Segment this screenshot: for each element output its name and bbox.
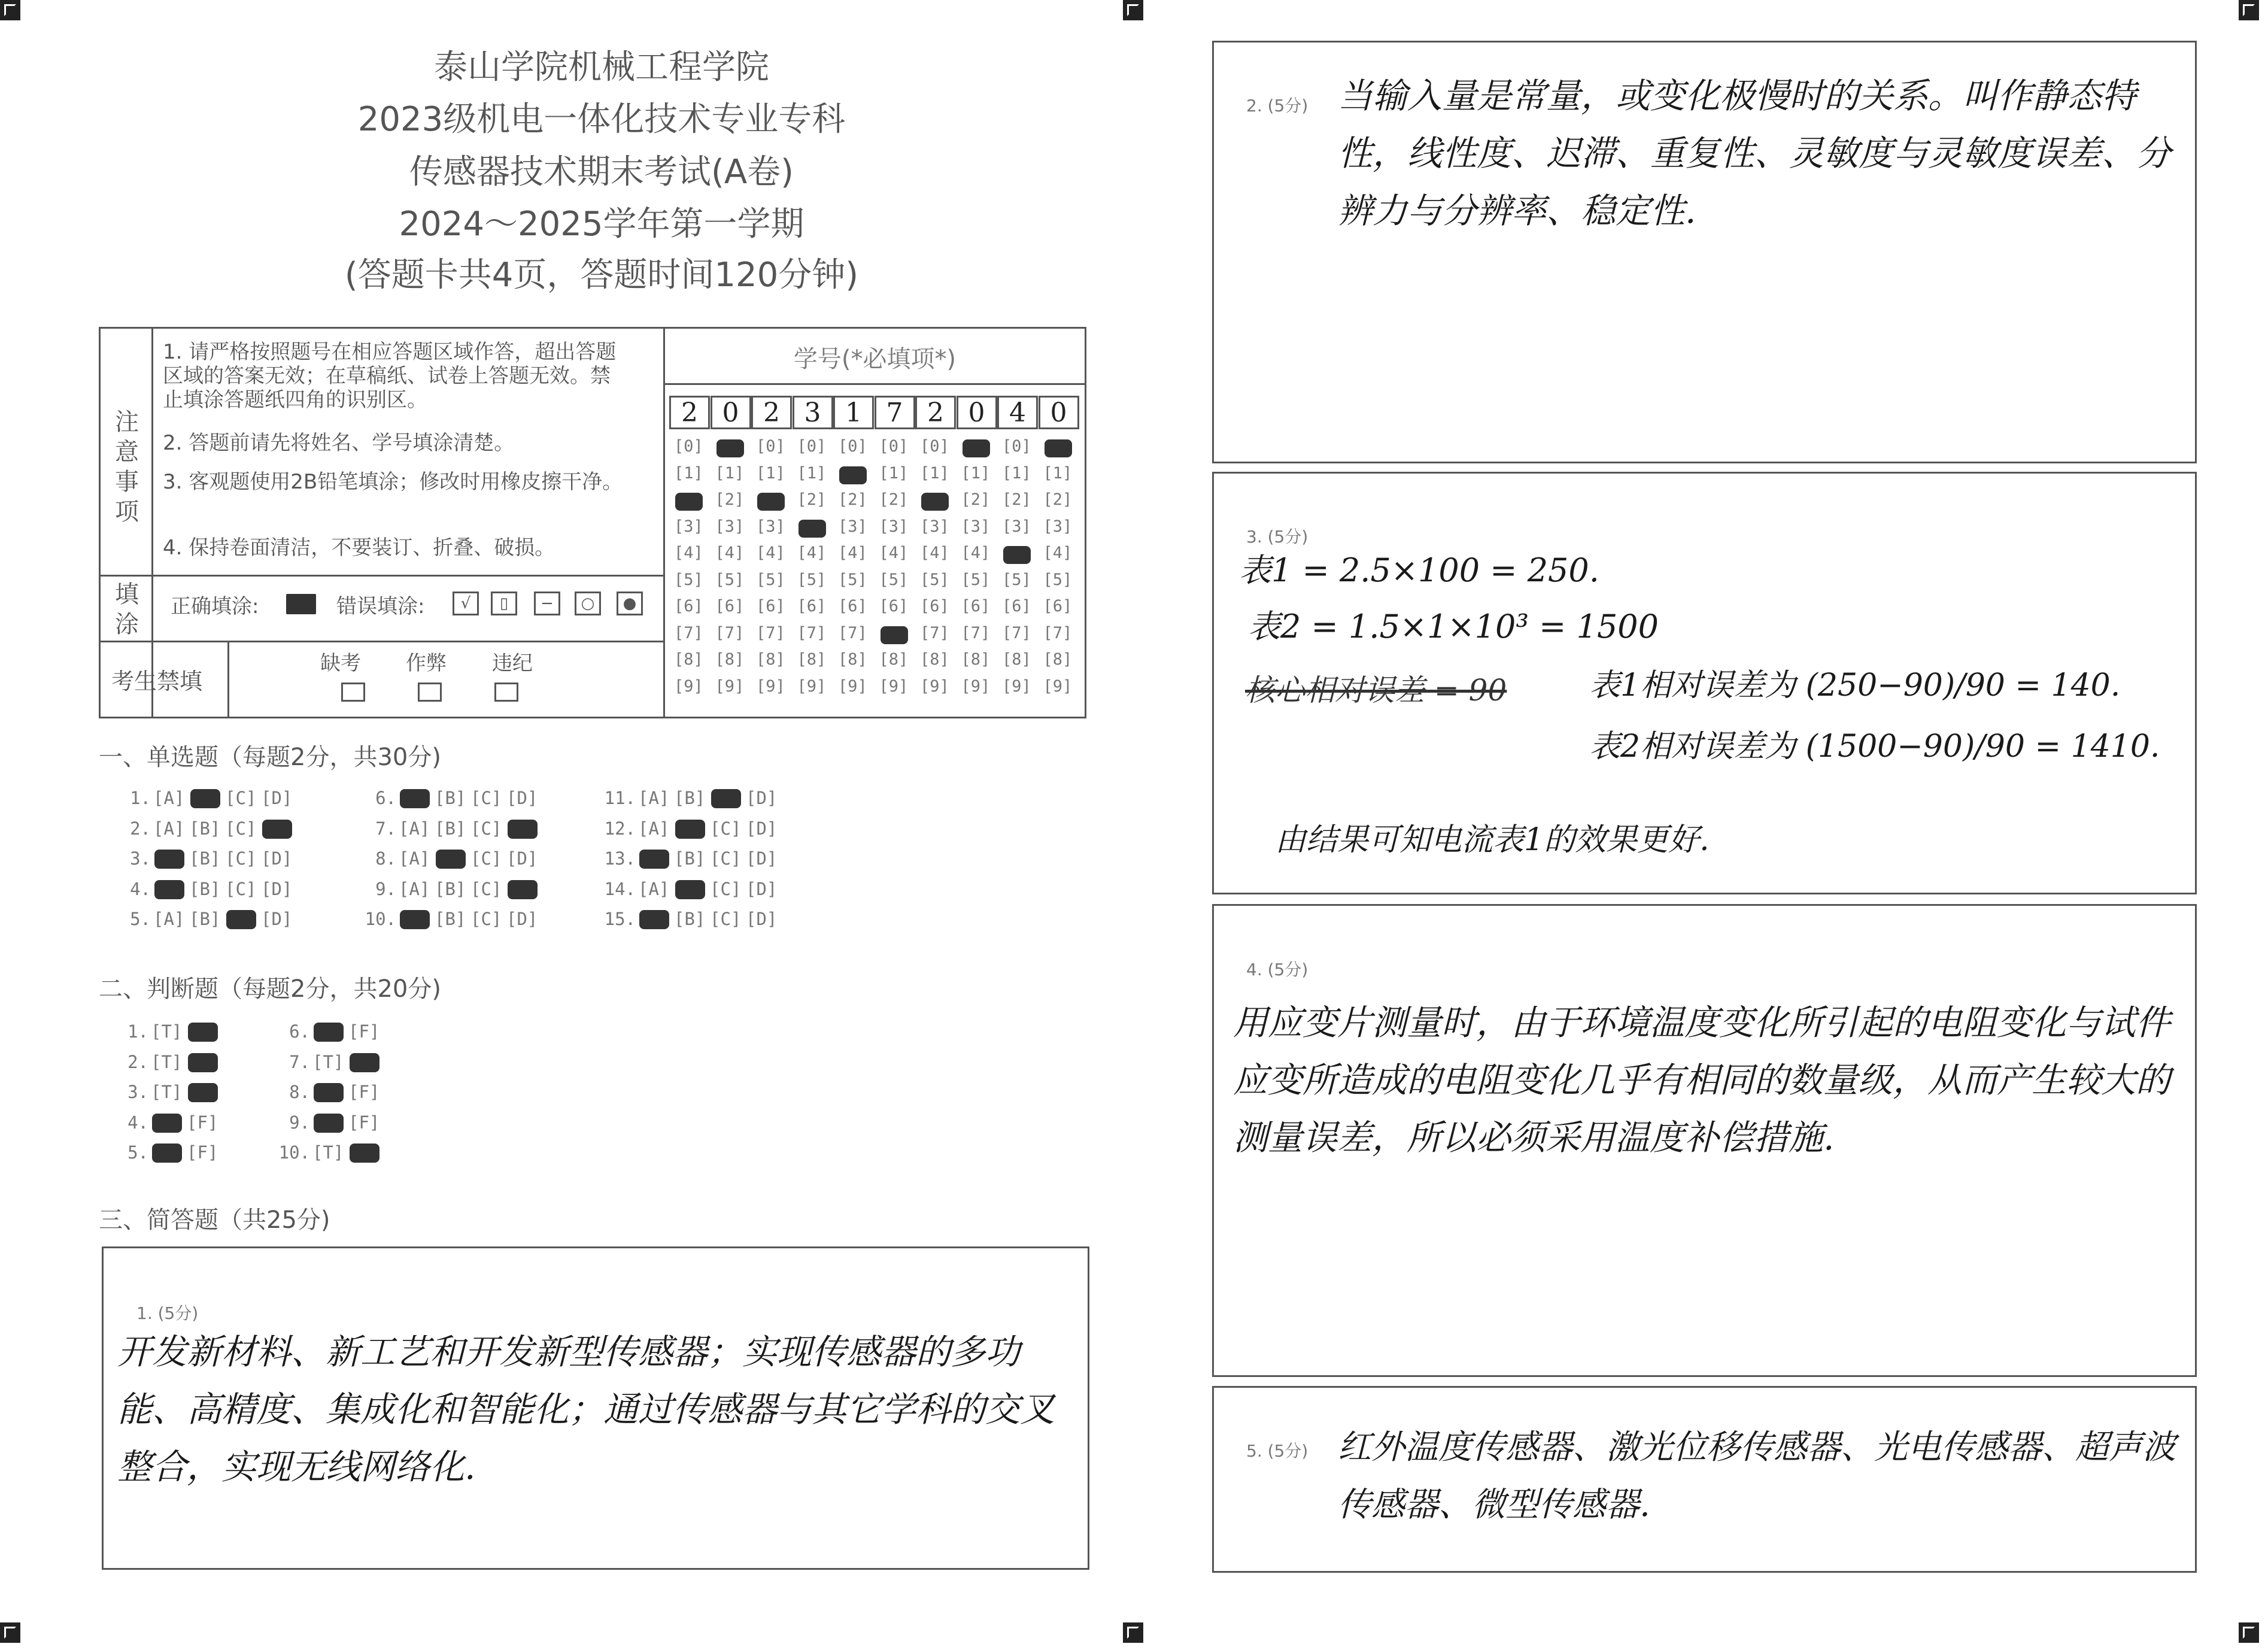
question-number: 3. [130, 848, 151, 869]
student-id-bubble[interactable]: [7] [920, 623, 949, 642]
student-id-bubble[interactable]: [2] [961, 490, 991, 509]
tf-bubble-filled[interactable] [152, 1114, 182, 1133]
student-id-bubble[interactable]: [2] [797, 490, 827, 509]
notice-item-3: 3. 客观题使用2B铅笔填涂；修改时用橡皮擦干净。 [163, 470, 623, 494]
student-id-bubble[interactable]: [3] [715, 517, 745, 536]
student-id-label: 学号(*必填项*) [793, 345, 957, 373]
answer-3-label: 3. (5分) [1246, 527, 1308, 547]
student-id-bubble[interactable]: [9] [1002, 677, 1031, 696]
tf-bubble-filled[interactable] [188, 1023, 218, 1042]
student-id-bubble[interactable]: [5] [756, 570, 785, 589]
student-id-digit-cell[interactable]: 0 [711, 396, 751, 429]
question-number: 3. [127, 1082, 148, 1102]
student-id-bubble[interactable]: [6] [756, 597, 785, 615]
choice-bubble[interactable]: [C] [225, 788, 257, 808]
wrong-fill-circle: ○ [575, 592, 601, 615]
absent-checkbox[interactable] [341, 683, 365, 702]
student-id-digit-cell[interactable]: 0 [1039, 396, 1079, 429]
choice-bubble[interactable]: [C] [470, 788, 502, 808]
choice-bubble[interactable]: [B] [435, 878, 466, 899]
student-id-bubble[interactable]: [5] [838, 570, 867, 589]
student-id-bubble[interactable]: [9] [1043, 677, 1073, 696]
question-number: 10. [278, 1142, 310, 1163]
tf-bubble[interactable]: [T] [151, 1021, 183, 1042]
wrong-fill-label: 错误填涂: [336, 595, 425, 618]
short-answer-heading: 三、简答题（共25分) [99, 1206, 330, 1234]
answer-3-line-2: 表2 = 1.5×1×10³ = 1500 [1248, 608, 1659, 645]
student-id-bubble[interactable]: [7] [674, 623, 703, 642]
choice-bubble-filled[interactable] [675, 820, 705, 839]
violation-label: 违纪 [492, 651, 533, 675]
term-title: 2024～2025学年第一学期 [399, 205, 804, 244]
student-id-bubble[interactable]: [8] [838, 650, 867, 669]
tf-bubble[interactable]: [F] [348, 1082, 380, 1102]
choice-bubble[interactable]: [B] [674, 848, 706, 869]
student-id-bubble[interactable]: [0] [1002, 437, 1031, 456]
student-id-bubble[interactable]: [4] [797, 544, 827, 562]
tf-bubble-filled[interactable] [188, 1083, 218, 1102]
registration-mark [2239, 0, 2259, 20]
correct-fill-label: 正确填涂: [171, 595, 259, 618]
choice-bubble-filled[interactable] [711, 789, 741, 808]
cheat-label: 作弊 [406, 651, 447, 675]
student-id-bubble[interactable]: [8] [920, 650, 949, 669]
student-id-bubble-filled[interactable] [1045, 439, 1072, 457]
student-id-bubble[interactable]: [3] [674, 517, 703, 536]
choice-bubble-filled[interactable] [639, 910, 669, 929]
answer-3-strikeout: 核心相对误差 = 90 [1245, 673, 1507, 708]
student-id-bubble[interactable]: [2] [715, 490, 745, 509]
student-id-bubble[interactable]: [5] [961, 570, 991, 589]
student-id-bubble[interactable]: [9] [797, 677, 827, 696]
student-id-bubble[interactable]: [0] [756, 437, 785, 456]
absent-label: 缺考 [320, 651, 361, 675]
choice-bubble[interactable]: [D] [746, 909, 778, 929]
choice-bubble[interactable]: [C] [470, 848, 502, 869]
student-id-digit-cell[interactable]: 7 [875, 396, 915, 429]
choice-bubble[interactable]: [C] [710, 909, 742, 929]
wrong-fill-check: √ [453, 592, 479, 615]
wrong-fill-dot: ● [617, 592, 643, 615]
choice-bubble[interactable]: [D] [506, 788, 538, 808]
student-id-bubble[interactable]: [5] [674, 570, 703, 589]
student-id-bubble[interactable]: [1] [756, 463, 785, 483]
answer-3-line-1: 表1 = 2.5×100 = 250. [1239, 551, 1599, 589]
student-id-bubble[interactable]: [7] [756, 623, 785, 642]
registration-mark [2239, 1622, 2259, 1643]
question-number: 7. [375, 818, 396, 839]
tf-bubble-filled[interactable] [314, 1083, 344, 1102]
student-id-bubble[interactable]: [0] [920, 437, 949, 456]
choice-bubble-filled[interactable] [400, 910, 430, 929]
question-number: 9. [289, 1112, 310, 1133]
choice-bubble[interactable]: [B] [435, 909, 466, 929]
student-id-bubble-filled[interactable] [921, 493, 949, 511]
choice-bubble[interactable]: [A] [638, 878, 670, 899]
student-id-bubble[interactable]: [2] [1002, 490, 1031, 509]
student-id-digit-cell[interactable]: 4 [997, 396, 1038, 429]
program-title: 2023级机电一体化技术专业专科 [357, 100, 846, 139]
choice-bubble[interactable]: [B] [189, 878, 221, 899]
tf-bubble-filled[interactable] [350, 1144, 379, 1163]
tf-bubble[interactable]: [T] [151, 1082, 183, 1102]
question-number: 13. [604, 848, 636, 869]
choice-bubble-filled[interactable] [400, 789, 430, 808]
student-id-bubble[interactable]: [7] [1002, 623, 1031, 642]
notice-item-2: 2. 答题前请先将姓名、学号填涂清楚。 [163, 431, 515, 455]
choice-bubble[interactable]: [B] [189, 848, 221, 869]
student-id-bubble[interactable]: [1] [1043, 463, 1073, 483]
student-id-bubble[interactable]: [9] [674, 677, 703, 696]
choice-bubble[interactable]: [D] [261, 788, 293, 808]
student-id-bubble[interactable]: [8] [1043, 650, 1073, 669]
student-id-bubble[interactable]: [1] [715, 463, 745, 483]
student-id-bubble[interactable]: [0] [838, 437, 867, 456]
exam-note: (答题卡共4页，答题时间120分钟) [344, 256, 859, 295]
answer-3-line-3: 表1相对误差为 (250−90)/90 = 140. [1589, 668, 2121, 703]
choice-bubble[interactable]: [C] [470, 878, 502, 899]
answer-5-label: 5. (5分) [1246, 1441, 1308, 1461]
choice-bubble[interactable]: [B] [189, 818, 221, 839]
question-number: 2. [127, 1051, 148, 1072]
tf-bubble[interactable]: [F] [348, 1021, 380, 1042]
choice-bubble[interactable]: [D] [746, 878, 778, 899]
choice-bubble-filled[interactable] [226, 910, 256, 929]
student-id-bubble[interactable]: [0] [879, 437, 909, 456]
choice-bubble[interactable]: [D] [746, 848, 778, 869]
student-id-bubble[interactable]: [7] [715, 623, 745, 642]
student-id-digit-cell[interactable]: 2 [751, 396, 792, 429]
student-id-bubble[interactable]: [9] [756, 677, 785, 696]
student-id-bubble[interactable]: [9] [961, 677, 991, 696]
choice-bubble-filled[interactable] [508, 880, 538, 899]
tf-bubble[interactable]: [F] [187, 1112, 218, 1133]
student-id-digit-cell[interactable]: 2 [915, 396, 956, 429]
choice-bubble[interactable]: [A] [638, 788, 670, 808]
tf-bubble-filled[interactable] [152, 1144, 182, 1163]
cheat-checkbox[interactable] [418, 683, 442, 702]
student-id-bubble[interactable]: [3] [1002, 517, 1031, 536]
choice-bubble[interactable]: [D] [261, 848, 293, 869]
answer-1-handwriting: 开发新材料、新工艺和开发新型传感器；实现传感器的多功能、高精度、集成化和智能化；通过传感器与其它学科的交叉整合，实现无线网络化. [117, 1331, 1055, 1487]
student-id-bubble[interactable]: [6] [1002, 597, 1031, 615]
student-id-bubble[interactable]: [3] [920, 517, 949, 536]
choice-bubble[interactable]: [A] [399, 848, 430, 869]
choice-bubble[interactable]: [D] [506, 848, 538, 869]
student-id-bubble-filled[interactable] [1003, 546, 1031, 564]
student-id-digit-cell[interactable]: 1 [833, 396, 874, 429]
tf-bubble-filled[interactable] [314, 1114, 344, 1133]
question-number: 4. [130, 878, 151, 899]
student-id-bubble[interactable]: [3] [879, 517, 909, 536]
registration-mark [1123, 1622, 1143, 1643]
question-number: 4. [127, 1112, 148, 1133]
choice-bubble[interactable]: [C] [470, 818, 502, 839]
student-id-bubble[interactable]: [8] [961, 650, 991, 669]
exam-title: 传感器技术期末考试(A卷) [409, 153, 794, 192]
question-number: 11. [604, 788, 636, 808]
tf-bubble[interactable]: [T] [151, 1051, 183, 1072]
student-id-bubble[interactable]: [4] [920, 544, 949, 562]
choice-bubble[interactable]: [C] [225, 818, 257, 839]
choice-bubble[interactable]: [C] [470, 909, 502, 929]
student-id-bubble[interactable]: [3] [756, 517, 785, 536]
student-id-digit-cell[interactable]: 2 [669, 396, 710, 429]
question-number: 8. [375, 848, 396, 869]
tf-bubble[interactable]: [F] [187, 1142, 218, 1163]
choice-bubble-filled[interactable] [154, 850, 184, 869]
notice-label: 注意事项 [115, 408, 139, 526]
choice-bubble[interactable]: [D] [261, 878, 293, 899]
question-number: 5. [127, 1142, 148, 1163]
student-id-bubble[interactable]: [2] [1043, 490, 1073, 509]
registration-mark [0, 0, 20, 20]
student-id-bubble[interactable]: [4] [879, 544, 909, 562]
student-id-bubble[interactable]: [8] [756, 650, 785, 669]
student-id-bubble-filled[interactable] [881, 626, 908, 644]
student-id-bubble[interactable]: [8] [1002, 650, 1031, 669]
student-id-bubble[interactable]: [4] [674, 544, 703, 562]
choice-bubble-filled[interactable] [262, 820, 292, 839]
question-number: 6. [375, 788, 396, 808]
student-id-bubble[interactable]: [4] [838, 544, 867, 562]
question-number: 6. [289, 1021, 310, 1042]
true-false-heading: 二、判断题（每题2分，共20分) [99, 975, 441, 1003]
student-id-bubble[interactable]: [3] [838, 517, 867, 536]
student-id-digit-cell[interactable]: 3 [793, 396, 833, 429]
choice-bubble[interactable]: [A] [153, 818, 185, 839]
student-id-bubble[interactable]: [1] [674, 463, 703, 483]
answer-3-line-4: 表2相对误差为 (1500−90)/90 = 1410. [1589, 729, 2160, 765]
choice-bubble[interactable]: [B] [674, 909, 706, 929]
student-id-bubble[interactable]: [6] [1043, 597, 1073, 615]
student-id-bubble[interactable]: [8] [797, 650, 827, 669]
violation-checkbox[interactable] [494, 683, 518, 702]
student-id-bubble[interactable]: [2] [838, 490, 867, 509]
student-id-bubble-filled[interactable] [716, 439, 744, 457]
student-id-bubble[interactable]: [9] [879, 677, 909, 696]
choice-bubble[interactable]: [C] [225, 878, 257, 899]
student-id-bubble-filled[interactable] [963, 439, 990, 457]
student-id-bubble[interactable]: [8] [674, 650, 703, 669]
choice-bubble[interactable]: [A] [399, 878, 430, 899]
student-id-bubble-filled[interactable] [839, 466, 867, 484]
student-id-bubble[interactable]: [5] [1002, 570, 1031, 589]
choice-bubble[interactable]: [D] [746, 788, 778, 808]
question-number: 10. [365, 909, 396, 929]
tf-bubble[interactable]: [T] [312, 1142, 344, 1163]
choice-bubble[interactable]: [D] [746, 818, 778, 839]
examiner-only-label: 考生禁填 [111, 668, 203, 694]
choice-bubble-filled[interactable] [154, 880, 184, 899]
student-id-bubble[interactable]: [7] [961, 623, 991, 642]
student-id-bubble[interactable]: [1] [879, 463, 909, 483]
tf-bubble-filled[interactable] [188, 1053, 218, 1072]
student-id-bubble[interactable]: [7] [1043, 623, 1073, 642]
student-id-bubble[interactable]: [0] [797, 437, 827, 456]
student-id-bubble[interactable]: [5] [797, 570, 827, 589]
tf-bubble-filled[interactable] [350, 1053, 379, 1072]
choice-bubble[interactable]: [D] [506, 909, 538, 929]
choice-bubble[interactable]: [B] [189, 909, 221, 929]
student-id-bubble[interactable]: [5] [879, 570, 909, 589]
student-id-digit-cell[interactable]: 0 [957, 396, 997, 429]
answer-2-handwriting: 当输入量是常量，或变化极慢时的关系。叫作静态特性，线性度、迟滞、重复性、灵敏度与灵敏度误差、分辨力与分辨率、稳定性. [1338, 75, 2172, 231]
fill-label: 填涂 [115, 581, 139, 638]
choice-bubble[interactable]: [A] [638, 818, 670, 839]
answer-1-label: 1. (5分) [136, 1303, 199, 1323]
student-id-bubble[interactable]: [6] [920, 597, 949, 615]
choice-bubble[interactable]: [C] [710, 878, 742, 899]
student-id-bubble[interactable]: [5] [1043, 570, 1073, 589]
student-id-bubble[interactable]: [5] [920, 570, 949, 589]
student-id-bubble[interactable]: [1] [797, 463, 827, 483]
choice-bubble[interactable]: [D] [261, 909, 293, 929]
choice-bubble[interactable]: [A] [399, 818, 430, 839]
question-number: 7. [289, 1051, 310, 1072]
student-id-bubble[interactable]: [6] [797, 597, 827, 615]
correct-fill-sample [286, 594, 316, 614]
answer-3-line-5: 由结果可知电流表1的效果更好. [1275, 822, 1710, 858]
student-id-bubble[interactable]: [4] [756, 544, 785, 562]
registration-mark [0, 1622, 20, 1643]
tf-bubble-filled[interactable] [314, 1023, 344, 1042]
question-number: 1. [127, 1021, 148, 1042]
student-id-bubble[interactable]: [1] [1002, 463, 1031, 483]
choice-bubble-filled[interactable] [639, 850, 669, 869]
student-id-bubble[interactable]: [0] [674, 437, 703, 456]
student-id-bubble[interactable]: [6] [715, 597, 745, 615]
student-id-bubble[interactable]: [9] [838, 677, 867, 696]
student-id-bubble[interactable]: [8] [879, 650, 909, 669]
choice-bubble[interactable]: [A] [153, 909, 185, 929]
answer-4-handwriting: 用应变片测量时，由于环境温度变化所引起的电阻变化与试件应变所造成的电阻变化几乎有相同的数量级，从而产生较大的测量误差，所以必须采用温度补偿措施. [1233, 1002, 2171, 1158]
answer-4-label: 4. (5分) [1246, 960, 1308, 979]
question-number: 8. [289, 1082, 310, 1102]
student-id-bubble[interactable]: [6] [674, 597, 703, 615]
student-id-bubble[interactable]: [4] [1043, 544, 1073, 562]
answer-2-label: 2. (5分) [1246, 96, 1308, 116]
student-id-bubble[interactable]: [3] [1043, 517, 1073, 536]
choice-bubble[interactable]: [A] [153, 788, 185, 808]
choice-bubble-filled[interactable] [190, 789, 220, 808]
student-id-bubble[interactable]: [1] [920, 463, 949, 483]
tf-bubble[interactable]: [T] [312, 1051, 344, 1072]
student-id-bubble[interactable]: [7] [797, 623, 827, 642]
choice-bubble-filled[interactable] [436, 850, 466, 869]
question-number: 12. [604, 818, 636, 839]
choice-bubble[interactable]: [B] [674, 788, 706, 808]
student-id-bubble-filled[interactable] [798, 520, 826, 538]
question-number: 9. [375, 878, 396, 899]
student-id-bubble[interactable]: [3] [961, 517, 991, 536]
student-id-bubble[interactable]: [9] [920, 677, 949, 696]
student-id-bubble[interactable]: [4] [715, 544, 745, 562]
student-id-bubble[interactable]: [7] [838, 623, 867, 642]
choice-bubble[interactable]: [B] [435, 818, 466, 839]
student-id-bubble[interactable]: [2] [879, 490, 909, 509]
student-id-bubble[interactable]: [9] [715, 677, 745, 696]
student-id-bubble[interactable]: [6] [879, 597, 909, 615]
question-number: 2. [130, 818, 151, 839]
question-number: 14. [604, 878, 636, 899]
student-id-bubble[interactable]: [4] [961, 544, 991, 562]
school-title: 泰山学院机械工程学院 [434, 48, 769, 87]
student-id-bubble[interactable]: [6] [961, 597, 991, 615]
registration-mark [1123, 0, 1143, 20]
student-id-bubble-filled[interactable] [757, 493, 785, 511]
tf-bubble[interactable]: [F] [348, 1112, 380, 1133]
question-number: 5. [130, 909, 151, 929]
student-id-bubble[interactable]: [8] [715, 650, 745, 669]
student-id-bubble[interactable]: [1] [961, 463, 991, 483]
answer-5-handwriting: 红外温度传感器、激光位移传感器、光电传感器、超声波传感器、微型传感器. [1338, 1428, 2176, 1524]
wrong-fill-bracket: ▯ [491, 592, 517, 615]
choice-bubble[interactable]: [C] [225, 848, 257, 869]
choice-bubble-filled[interactable] [508, 820, 538, 839]
choice-bubble[interactable]: [B] [435, 788, 466, 808]
question-number: 1. [130, 788, 151, 808]
single-choice-heading: 一、单选题（每题2分，共30分) [99, 744, 441, 771]
notice-item-1: 1. 请严格按照题号在相应答题区域作答，超出答题区域的答案无效；在草稿纸、试卷上答题无效。禁止填涂答题纸四角的识别区。 [163, 340, 617, 412]
question-number: 15. [604, 909, 636, 929]
student-id-bubble-filled[interactable] [675, 493, 703, 511]
choice-bubble[interactable]: [C] [710, 848, 742, 869]
notice-item-4: 4. 保持卷面清洁，不要装订、折叠、破损。 [163, 536, 555, 560]
choice-bubble[interactable]: [C] [710, 818, 742, 839]
choice-bubble-filled[interactable] [675, 880, 705, 899]
student-id-bubble[interactable]: [5] [715, 570, 745, 589]
student-id-bubble[interactable]: [6] [838, 597, 867, 615]
wrong-fill-dash: − [534, 592, 560, 615]
